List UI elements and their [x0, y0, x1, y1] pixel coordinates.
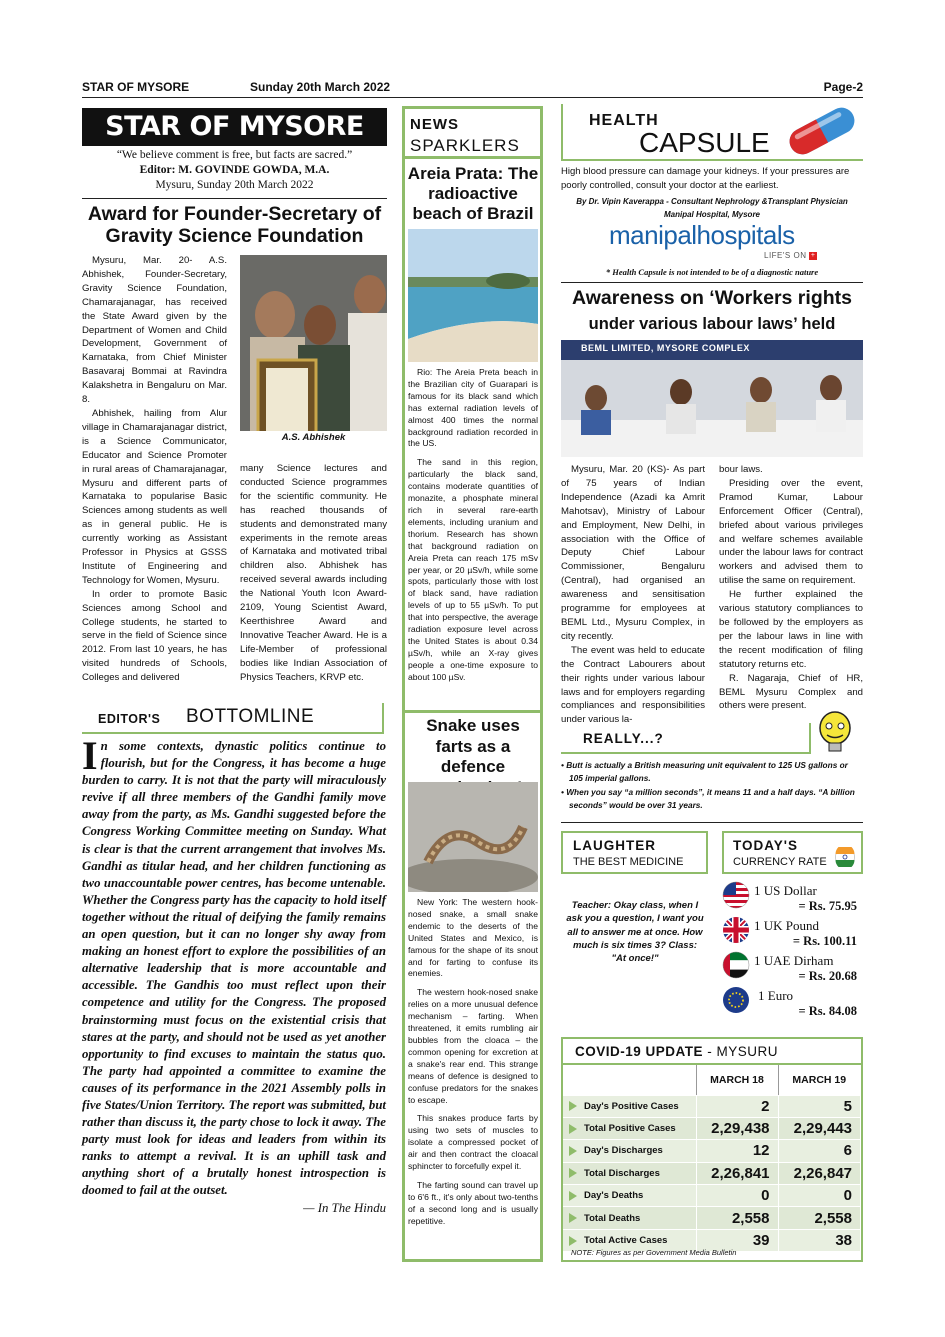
covid-row-label-text: Day's Discharges [584, 1145, 663, 1157]
sparklers-divider [402, 156, 543, 159]
covid-table [563, 1065, 860, 1252]
really-label: REALLY...? [583, 731, 664, 746]
covid-row [563, 1117, 860, 1139]
capsule-icon [781, 106, 863, 156]
covid-row-label-text: Total Positive Cases [584, 1123, 676, 1135]
workers-c1p1: Mysuru, Mar. 20 (KS)- As part of 75 years of Indian Independence (Azadi ka Amrit Mahotsav), Ministry of Labour and Employment, New Delhi, in association with the Office of Deputy Chief Labour Commissioner, Bengaluru (Central), had organised an awareness and sensitisation programme for employees at BEML Ltd., Mysuru Complex, in city recently. [561, 464, 705, 642]
sparkler1-p1: Rio: The Areia Preta beach in the Brazilian city of Guarapari is famous for its black sand which has external radiation levels of almost 400 times the normal background radiation recorded in the US. [408, 367, 538, 449]
currency-header [722, 831, 863, 874]
workers-c2p0: bour laws. [719, 464, 763, 475]
covid-row [563, 1162, 860, 1184]
covid-row-label [563, 1117, 696, 1139]
covid-row-mar18: 2,26,841 [696, 1162, 778, 1184]
currency-aed-unit: 1 UAE Dirham [754, 953, 834, 968]
laughter-label-a: LAUGHTER [573, 838, 656, 853]
award-col2 [240, 462, 387, 685]
sparkler1-title: Areia Prata: The radioactive beach of Brazil [407, 164, 539, 223]
covid-panel [561, 1037, 863, 1262]
currency-row-gbp [722, 915, 863, 950]
beach-photo [408, 229, 538, 362]
header-date: Sunday 20th March 2022 [250, 80, 391, 94]
covid-rows [563, 1095, 860, 1252]
currency-gbp-rate: = Rs. 100.11 [792, 934, 857, 948]
currency-eur-rate: = Rs. 84.08 [798, 1004, 857, 1018]
covid-row-mar19: 6 [778, 1140, 860, 1162]
page-header [82, 78, 863, 98]
covid-row-label [563, 1095, 696, 1117]
really-item-2: • When you say “a million seconds”, it means 11 and a half days. “A billion seconds” would be over 31 years. [561, 787, 855, 810]
eu-flag-icon [722, 986, 750, 1014]
header-paper: STAR OF MYSORE [82, 80, 190, 94]
divider [561, 282, 863, 283]
arrow-icon [569, 1146, 577, 1156]
award-col1 [82, 254, 227, 685]
covid-row-mar18: 12 [696, 1140, 778, 1162]
laughter-header [561, 831, 708, 874]
covid-header-blank [563, 1065, 696, 1095]
sparkler2-p3: This snakes produce farts by using two sets of muscles to isolate a compressed pocket of air and then contract the cloacal sphincter to forcefully expel it. [408, 1113, 538, 1172]
arrow-icon [569, 1124, 577, 1134]
covid-row-label-text: Total Active Cases [584, 1235, 668, 1247]
currency-usd-unit: 1 US Dollar [754, 883, 817, 898]
covid-table-wrap [563, 1065, 860, 1252]
health-note: * Health Capsule is not intended to be of a diagnostic nature [605, 267, 819, 277]
sparkler2-title: Snake uses farts as a defence [426, 716, 520, 776]
sparkler1-p2: The sand in this region, particularly the black sand, contains moderate quantities of monazite, a phosphate mineral rich in several rare-earth elements, including uranium and thorium. Research has shown that background radiation on Areia Preta can reach 175 mSv per year, or 20 µSv/h, while some spots, particularly those with lost of black sand, have radiation levels of up to 55 µSv/h. To put that into perspective, the average radiation exposure level across the United States is about 0.34 µSv/h, while an X-ray gives people a one-time exposure to about 100 µSv. [408, 457, 538, 682]
currency-aed-rate: = Rs. 20.68 [798, 969, 857, 983]
covid-row-label-text: Day's Positive Cases [584, 1100, 679, 1112]
covid-row-mar19: 38 [778, 1229, 860, 1251]
arrow-icon [569, 1236, 577, 1246]
health-label-a: HEALTH [589, 112, 659, 129]
award-p4: many Science lectures and conducted Science programmes for the scientific community. He has reached thousands of students and demonstrated many experiments in the remote areas of Karnataka and motivated tribal children also. Abhishek has received several awards including the National Youth Icon Award-2109, Young Scientist Award, Keerthishree Award and Innovative Teacher Award. He is a Life-Member of professional bodies like Indian Association of Physics Teachers, KRVP etc. [240, 463, 387, 683]
covid-row [563, 1140, 860, 1162]
manipal-logo-tag [764, 251, 817, 260]
arrow-icon [569, 1168, 577, 1178]
covid-row-mar19: 2,26,847 [778, 1162, 860, 1184]
header-page: Page-2 [823, 80, 863, 94]
sparkler2-p4: The farting sound can travel up to 6'6 ft., it's only about two-tenths of a second long and is usually repetitive. [408, 1179, 538, 1226]
covid-row-label [563, 1185, 696, 1207]
really-list [561, 759, 863, 811]
snake-illustration [408, 782, 538, 892]
editorial-label-a: EDITOR'S [98, 712, 161, 726]
snake-photo [408, 782, 538, 892]
covid-row [563, 1185, 860, 1207]
sparkler2-body [408, 897, 538, 1235]
sparklers-label-a: NEWS [410, 116, 459, 133]
workers-col2 [719, 463, 863, 713]
usa-flag-icon [722, 881, 750, 909]
manipal-logo: manipalhospitals [609, 220, 795, 250]
currency-gbp-unit: 1 UK Pound [754, 918, 820, 933]
sparkler2-p1: New York: The western hook-nosed snake, a small snake endemic to the deserts of the United States and Mexico, is famous for the shape of its snout and for farting to confuse its enemies. [408, 897, 538, 979]
arrow-icon [569, 1101, 577, 1111]
covid-row-label-text: Total Deaths [584, 1212, 641, 1224]
workers-c2p3: R. Nagaraja, Chief of HR, BEML Mysuru Complex and others were present. [719, 672, 863, 712]
award-photo-caption: A.S. Abhishek [240, 431, 387, 445]
covid-row-mar19: 2,558 [778, 1207, 860, 1229]
currency-rates [722, 880, 863, 1020]
health-label-b: CAPSULE [639, 127, 770, 158]
covid-label-b: - MYSURU [703, 1044, 779, 1059]
lightbulb-icon [815, 710, 855, 756]
covid-row [563, 1095, 860, 1117]
manipal-tagline: LIFE'S ON [764, 251, 807, 260]
uk-flag-icon [722, 916, 750, 944]
masthead-info [82, 148, 387, 193]
divider [561, 822, 863, 823]
currency-row-usd [722, 880, 863, 915]
editorial-label-b: BOTTOMLINE [186, 706, 315, 727]
workers-c1p2: The event was held to educate the Contract Labourers about their rights under various labour laws and for employers regarding compliances and responsibilities under various la- [561, 644, 705, 726]
workers-headline-2: under various labour laws’ held [588, 315, 836, 333]
editor-line: Editor: M. GOVINDE GOWDA, M.A. [139, 164, 330, 176]
workers-headline-1: Awareness on ‘Workers rights [572, 287, 852, 309]
editorial-dropcap: I [82, 733, 98, 778]
covid-row-label [563, 1140, 696, 1162]
really-item-1: • Butt is actually a British measuring unit equivalent to 125 US gallons or 105 imperial gallons. [561, 760, 848, 783]
plus-icon: + [810, 251, 816, 259]
motto: “We believe comment is free, but facts are sacred.” [116, 149, 353, 161]
covid-label-a: COVID-19 UPDATE [575, 1044, 704, 1059]
currency-row-aed [722, 950, 863, 985]
covid-row [563, 1207, 860, 1229]
workers-illustration [561, 340, 863, 457]
workers-col1 [561, 463, 705, 727]
editorial-text: n some contexts, dynastic politics continue to flourish, but for the Congress, it has become a huge burden to carry. It is not that the party will miraculously revive if all three members of the Gandhi family move away from the party, as Ms. Gandhi suggested before the Congress Working Committee meeting on Sunday. What is clear is that the current arrangement that involves Ms. Gandhi as titular head, and her children functioning as two unaccountable power centres, has become untenable. Whether the Congress party has the capacity to hold itself together without the ritual of deifying the family remains an open question, but it can no longer shy away from making an honest effort to explore the possibilities of an alternative leadership that is more accountable and accessible. The Gandhis too must reflect upon their competence and utility for the Congress. The proposed brainstorming must focus on the existential crisis that stares at the party, and should not be used as yet another opportunity to find excuses to maintain the status quo. The party had appointed a committee to examine the causes of its performance in the 2021 Assembly polls in five States/Union Territory. The report was submitted, but rather than discuss it, the party chose to lock it away. The party must look for ideas and leaders from within its ranks to attempt a revival. It is an uphill task and anything short of a brutally honest introspection is doomed to fail at the outset. [82, 739, 386, 1198]
award-headline: Award for Founder-Secretary of Gravity Science Foundation [87, 203, 382, 247]
currency-label-b: CURRENCY RATE [733, 856, 827, 868]
covid-header-row [563, 1065, 860, 1095]
covid-row-mar19: 2,29,443 [778, 1117, 860, 1139]
covid-row-mar18: 2,29,438 [696, 1117, 778, 1139]
award-p2: Abhishek, hailing from Alur village in Chamarajanagar district, is a Science Communicator, Educator and Science Promoter in rural areas of Chamarajanagar, Mysuru and different parts of Karnataka to popularise Basic Sciences among students as well as in general public. He is currently working as Assistant Professor in Physics at GSSS Institute of Engineering and Technology for Women, Mysuru. [82, 407, 227, 586]
arrow-icon [569, 1191, 577, 1201]
currency-row-eur [722, 985, 863, 1020]
sparklers-label-b: SPARKLERS [410, 136, 520, 155]
really-item-1-text: Butt is actually a British measuring unit equivalent to 125 US gallons or 105 imperial gallons. [566, 760, 848, 783]
covid-header [575, 1044, 778, 1059]
sparkler2-p2: The western hook-nosed snake relies on a more unusual defence mechanism – farting. When threatened, it emits rumbling air bubbles from the cloaca – the common opening for excretion at a snake's rear end. This strange means of defence is designed to confuse predators for the snakes to escape. [408, 987, 538, 1105]
covid-note: NOTE: Figures as per Government Media Bulletin [571, 1248, 737, 1257]
covid-col1: MARCH 18 [696, 1065, 778, 1095]
beach-illustration [408, 229, 538, 362]
award-p1: Mysuru, Mar. 20- A.S. Abhishek, Founder-Secretary, Gravity Science Foundation, Chamarajanagar, has received the State Award given by the Department of Women and Child Development, Government of Karnataka, from Chief Minister Basavaraj Bommai at Ravindra Kalakshetra in Bengaluru on Mar. 8. [82, 255, 227, 406]
health-header [561, 104, 863, 161]
award-photo [240, 255, 387, 445]
currency-label-a: TODAY'S [733, 838, 798, 853]
covid-row-label [563, 1207, 696, 1229]
covid-row-mar18: 39 [696, 1229, 778, 1251]
sparkler1-body [408, 367, 538, 691]
currency-eur-unit: 1 Euro [758, 988, 794, 1003]
covid-row-label-text: Day's Deaths [584, 1190, 644, 1202]
uae-flag-icon [722, 951, 750, 979]
laughter-label-b: THE BEST MEDICINE [573, 856, 684, 868]
currency-usd-rate: = Rs. 75.95 [798, 899, 857, 913]
covid-row-label [563, 1162, 696, 1184]
workers-c2p1: Presiding over the event, Pramod Kumar, Labour Enforcement Officer (Central), briefed about various privileges and welfare schemes available under the labour laws for contract workers and advised them to utilise the same on requirement. [719, 477, 863, 587]
covid-row-mar18: 2,558 [696, 1207, 778, 1229]
health-byline [561, 196, 863, 221]
award-photo-illustration [240, 255, 387, 445]
workers-c2p2: He further explained the various statutory compliances to be followed by the employers as per the labour laws in line with the recent modification of filing statutory returns etc. [719, 589, 863, 670]
covid-row-mar18: 0 [696, 1185, 778, 1207]
health-doctor: By Dr. Vipin Kaverappa - Consultant Nephrology &Transplant Physician [576, 197, 848, 206]
arrow-icon [569, 1213, 577, 1223]
workers-photo [561, 340, 863, 457]
covid-row-label-text: Total Discharges [584, 1167, 660, 1179]
health-text: High blood pressure can damage your kidneys. If your pressures are poorly controlled, consult your doctor at the earliest. [561, 166, 850, 191]
editorial-source: — In The Hindu [303, 1200, 386, 1215]
health-hospital: Manipal Hospital, Mysore [663, 209, 761, 219]
workers-banner: BEML LIMITED, MYSORE COMPLEX [581, 343, 750, 353]
dateline: Mysuru, Sunday 20th March 2022 [155, 179, 314, 191]
covid-col2: MARCH 19 [778, 1065, 860, 1095]
sparklers-divider-2 [402, 710, 543, 713]
really-header [561, 723, 811, 754]
covid-row-mar19: 0 [778, 1185, 860, 1207]
really-item-2-text: When you say “a million seconds”, it means 11 and a half days. “A billion seconds” would be over 31 years. [566, 787, 855, 810]
masthead-title: STAR OF MYSORE [82, 108, 387, 146]
editorial-body [82, 733, 386, 1217]
award-p3: In order to promote Basic Sciences among School and College students, he started to serve in the field of Science since 2012. From last 10 years, he has visited hundreds of Schools, Colleges and delivered [82, 588, 227, 684]
laughter-joke: Teacher: Okay class, when I ask you a question, I want you all to answer me at once. How much is six times 3? Class: "At once!" [566, 900, 704, 965]
india-flag-icon [835, 847, 855, 867]
divider [82, 198, 387, 199]
covid-row-mar18: 2 [696, 1095, 778, 1117]
editorial-header [82, 703, 384, 734]
covid-row-mar19: 5 [778, 1095, 860, 1117]
